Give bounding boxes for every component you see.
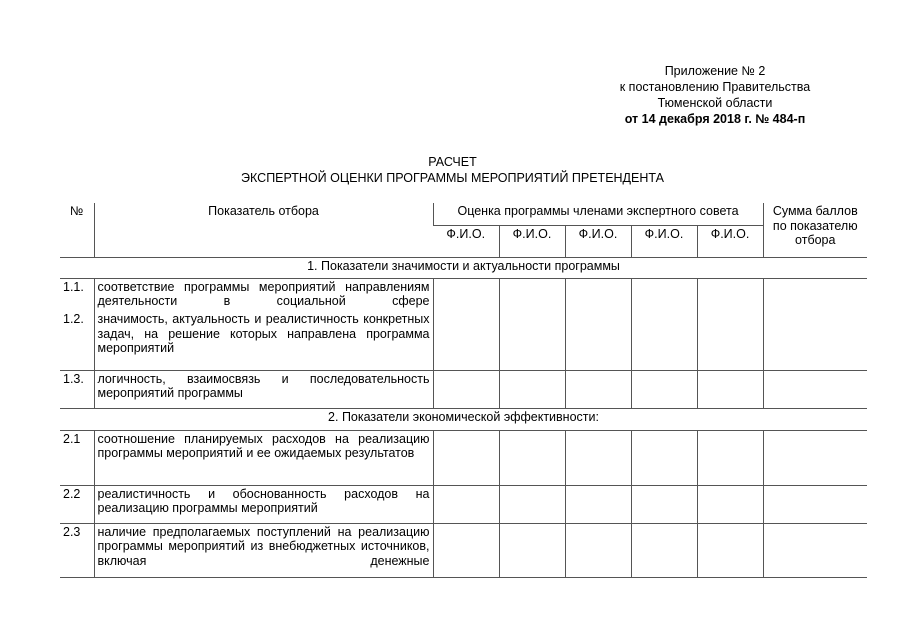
appendix-line-2: к постановлению Правительства	[619, 80, 811, 94]
header-expert-name: Ф.И.О.	[565, 225, 631, 257]
title-line-2: ЭКСПЕРТНОЙ ОЦЕНКИ ПРОГРАММЫ МЕРОПРИЯТИЙ ПРЕТЕНДЕНТА	[241, 171, 664, 185]
sum-cell	[763, 278, 867, 370]
header-expert-name: Ф.И.О.	[499, 225, 565, 257]
score-cell	[697, 485, 763, 523]
header-expert-name: Ф.И.О.	[433, 225, 499, 257]
score-cell	[499, 485, 565, 523]
score-cell	[565, 430, 631, 485]
header-expert-name: Ф.И.О.	[697, 225, 763, 257]
row-indicator: значимость, актуальность и реалистичность конкретных задач, на решение которых направлена программа мероприятий	[94, 311, 433, 370]
row-indicator: логичность, взаимосвязь и последовательность мероприятий программы	[94, 370, 433, 408]
document-title	[0, 154, 905, 186]
section-heading: 1. Показатели значимости и актуальности программы	[60, 257, 867, 278]
sum-cell	[763, 430, 867, 485]
header-number: №	[60, 203, 94, 257]
score-cell	[631, 278, 697, 370]
table-row	[60, 485, 867, 523]
evaluation-table	[60, 203, 867, 578]
header-score-sum: Сумма баллов по показателю отбора	[763, 203, 867, 257]
score-cell	[433, 370, 499, 408]
appendix-decree-date: от 14 декабря 2018 г. № 484-п	[624, 112, 806, 126]
score-cell	[631, 430, 697, 485]
sum-cell	[763, 370, 867, 408]
header-indicator: Показатель отбора	[94, 203, 433, 257]
appendix-block	[580, 63, 850, 127]
score-cell	[433, 485, 499, 523]
title-line-1: РАСЧЕТ	[428, 155, 477, 169]
table-row	[60, 430, 867, 485]
row-number: 1.3.	[60, 370, 94, 408]
header-expert-name: Ф.И.О.	[631, 225, 697, 257]
score-cell	[697, 523, 763, 577]
score-cell	[631, 485, 697, 523]
table-row	[60, 370, 867, 408]
score-cell	[697, 278, 763, 370]
score-cell	[433, 523, 499, 577]
appendix-line-3: Тюменской области	[657, 96, 773, 110]
score-cell	[433, 430, 499, 485]
row-number: 2.3	[60, 523, 94, 577]
section-heading: 2. Показатели экономической эффективности:	[60, 408, 867, 430]
score-cell	[499, 278, 565, 370]
table-row	[60, 523, 867, 577]
row-number: 1.1.	[63, 279, 84, 294]
row-indicator: соответствие программы мероприятий направлениям деятельности в социальной сфере	[94, 278, 433, 311]
score-cell	[433, 278, 499, 370]
score-cell	[697, 370, 763, 408]
score-cell	[499, 370, 565, 408]
score-cell	[565, 278, 631, 370]
sum-cell	[763, 523, 867, 577]
score-cell	[697, 430, 763, 485]
row-number: 2.2	[60, 485, 94, 523]
header-expert-evaluation: Оценка программы членами экспертного совета	[433, 203, 763, 225]
row-indicator: соотношение планируемых расходов на реализацию программы мероприятий и ее ожидаемых результатов	[94, 430, 433, 485]
score-cell	[499, 430, 565, 485]
score-cell	[565, 370, 631, 408]
score-cell	[565, 523, 631, 577]
score-cell	[631, 523, 697, 577]
score-cell	[565, 485, 631, 523]
score-cell	[499, 523, 565, 577]
row-indicator: наличие предполагаемых поступлений на реализацию программы мероприятий из внебюджетных источников, включая денежные	[94, 523, 433, 577]
row-number: 2.1	[60, 430, 94, 485]
sum-cell	[763, 485, 867, 523]
appendix-line-1: Приложение № 2	[664, 64, 766, 78]
row-indicator: реалистичность и обоснованность расходов на реализацию программы мероприятий	[94, 485, 433, 523]
row-number: 1.2.	[60, 311, 94, 370]
table-row	[60, 278, 867, 311]
score-cell	[631, 370, 697, 408]
